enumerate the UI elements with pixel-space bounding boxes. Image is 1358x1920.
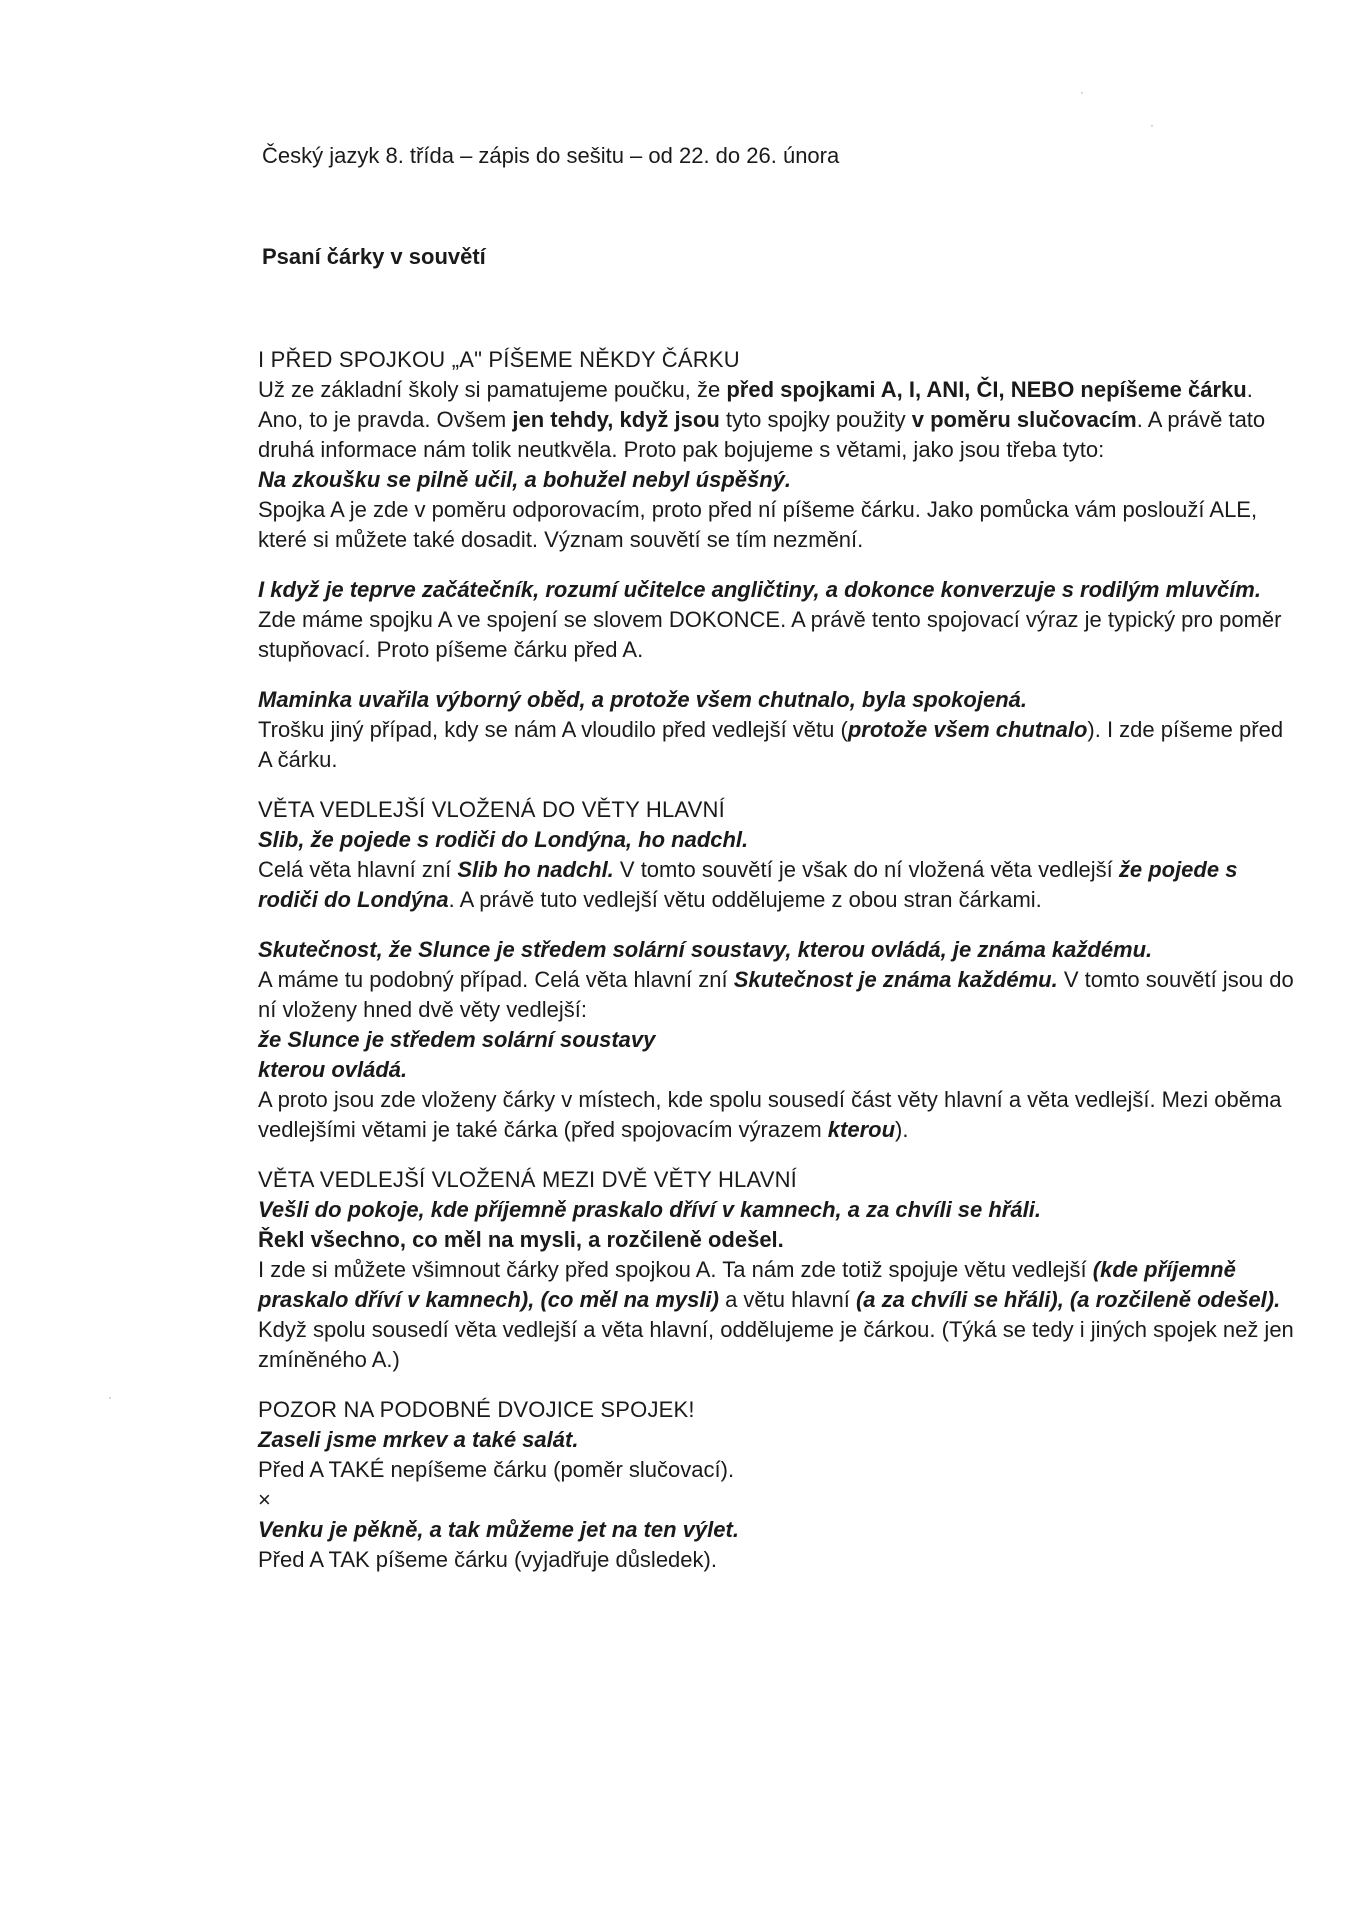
text-run: Trošku jiný případ, kdy se nám A vloudilo před vedlejší větu (	[258, 717, 848, 742]
scan-speck: ·	[1080, 85, 1084, 99]
bold-italic-text: Slib ho nadchl.	[457, 857, 614, 882]
bold-italic-text: (kde příjemně praskalo dříví v kamnech), (co měl na mysli)	[258, 1257, 1236, 1312]
example-sentence: Vešli do pokoje, kde příjemně praskalo dříví v kamnech, a za chvíli se hřáli.	[258, 1197, 1041, 1222]
text-run: A proto jsou zde vloženy čárky v místech, kde spolu sousedí část věty hlavní a věta vedlejší. Mezi oběma vedlejšími větami je také čárka (před spojovacím výrazem	[258, 1087, 1282, 1142]
bold-text: před spojkami A, I, ANI, ČI, NEBO nepíšeme čárku	[726, 377, 1247, 402]
clause-line: kterou ovládá.	[258, 1057, 408, 1082]
text-run: V tomto souvětí je však do ní vložená věta vedlejší	[613, 857, 1119, 882]
bold-text: jen tehdy, když jsou	[512, 407, 720, 432]
example-sentence: Venku je pěkně, a tak můžeme jet na ten výlet.	[258, 1517, 739, 1542]
text-run: ). I zde píšeme před A čárku.	[258, 717, 1284, 772]
document-body	[258, 345, 1298, 1575]
section-heading-1: I PŘED SPOJKOU „A" PÍŠEME NĚKDY ČÁRKU	[258, 347, 740, 372]
paragraph: Když spolu sousedí věta vedlejší a věta hlavní, oddělujeme je čárkou. (Týká se tedy i jiných spojek než jen zmíněného A.)	[258, 1317, 1294, 1372]
paragraph	[258, 405, 1298, 465]
paragraph	[258, 375, 1298, 405]
document-title: Psaní čárky v souvětí	[262, 244, 486, 269]
text-run: A máme tu podobný případ. Celá věta hlavní zní	[258, 967, 734, 992]
text-run: ).	[895, 1117, 909, 1142]
example-sentence: Na zkoušku se pilně učil, a bohužel nebyl úspěšný.	[258, 467, 792, 492]
paragraph	[258, 965, 1298, 1025]
paragraph	[258, 1255, 1298, 1315]
document-header: Český jazyk 8. třída – zápis do sešitu – od 22. do 26. února	[262, 143, 840, 168]
text-run: . A právě tuto vedlejší větu oddělujeme z obou stran čárkami.	[448, 887, 1042, 912]
text-run: . A právě tato druhá informace nám tolik neutkvěla. Proto pak bojujeme s větami, jako jsou třeba tyto:	[258, 407, 1266, 462]
example-sentence: Slib, že pojede s rodiči do Londýna, ho nadchl.	[258, 827, 749, 852]
bold-italic-text: kterou	[827, 1117, 896, 1142]
section-heading-4: POZOR NA PODOBNÉ DVOJICE SPOJEK!	[258, 1397, 695, 1422]
bold-italic-text: Skutečnost je známa každému.	[733, 967, 1058, 992]
text-run: Ano, to je pravda. Ovšem	[258, 407, 513, 432]
example-sentence: Skutečnost, že Slunce je středem solární soustavy, kterou ovládá, je známa každému.	[258, 937, 1153, 962]
text-run: Už ze základní školy si pamatujeme poučku, že	[258, 377, 727, 402]
example-sentence: Maminka uvařila výborný oběd, a protože všem chutnalo, byla spokojená.	[258, 687, 1027, 712]
scan-speck: ·	[108, 1390, 112, 1404]
bold-italic-text: (a za chvíli se hřáli), (a rozčileně odešel).	[855, 1287, 1281, 1312]
paragraph: Zde máme spojku A ve spojení se slovem DOKONCE. A právě tento spojovací výraz je typický pro poměr stupňovací. Proto píšeme čárku před A.	[258, 607, 1282, 662]
separator-mark: ×	[258, 1487, 271, 1512]
example-sentence: Zaseli jsme mrkev a také salát.	[258, 1427, 579, 1452]
text-run: a větu hlavní	[718, 1287, 856, 1312]
paragraph	[258, 855, 1298, 915]
bold-italic-text: protože všem chutnalo	[847, 717, 1088, 742]
paragraph: Před A TAKÉ nepíšeme čárku (poměr slučovací).	[258, 1457, 735, 1482]
text-run: tyto spojky použity	[719, 407, 912, 432]
example-sentence: Řekl všechno, co měl na mysli, a rozčileně odešel.	[258, 1227, 784, 1252]
section-heading-2: VĚTA VEDLEJŠÍ VLOŽENÁ DO VĚTY HLAVNÍ	[258, 797, 725, 822]
bold-italic-text: že pojede s rodiči do Londýna	[258, 857, 1238, 912]
paragraph: Před A TAK píšeme čárku (vyjadřuje důsledek).	[258, 1547, 717, 1572]
paragraph	[258, 715, 1298, 775]
example-sentence: I když je teprve začátečník, rozumí učitelce angličtiny, a dokonce konverzuje s rodilým mluvčím.	[258, 577, 1261, 602]
clause-line: že Slunce je středem solární soustavy	[258, 1027, 656, 1052]
scan-speck: ·	[1150, 118, 1154, 132]
text-run: I zde si můžete všimnout čárky před spojkou A. Ta nám zde totiž spojuje větu vedlejší	[258, 1257, 1093, 1282]
paragraph: Spojka A je zde v poměru odporovacím, proto před ní píšeme čárku. Jako pomůcka vám poslouží ALE, které si můžete také dosadit. Význam souvětí se tím nezmění.	[258, 497, 1258, 552]
bold-text: v poměru slučovacím	[911, 407, 1137, 432]
section-heading-3: VĚTA VEDLEJŠÍ VLOŽENÁ MEZI DVĚ VĚTY HLAVNÍ	[258, 1167, 797, 1192]
text-run: .	[1246, 377, 1253, 402]
paragraph	[258, 1085, 1298, 1145]
text-run: Celá věta hlavní zní	[258, 857, 458, 882]
text-run: V tomto souvětí jsou do ní vloženy hned dvě věty vedlejší:	[258, 967, 1294, 1022]
